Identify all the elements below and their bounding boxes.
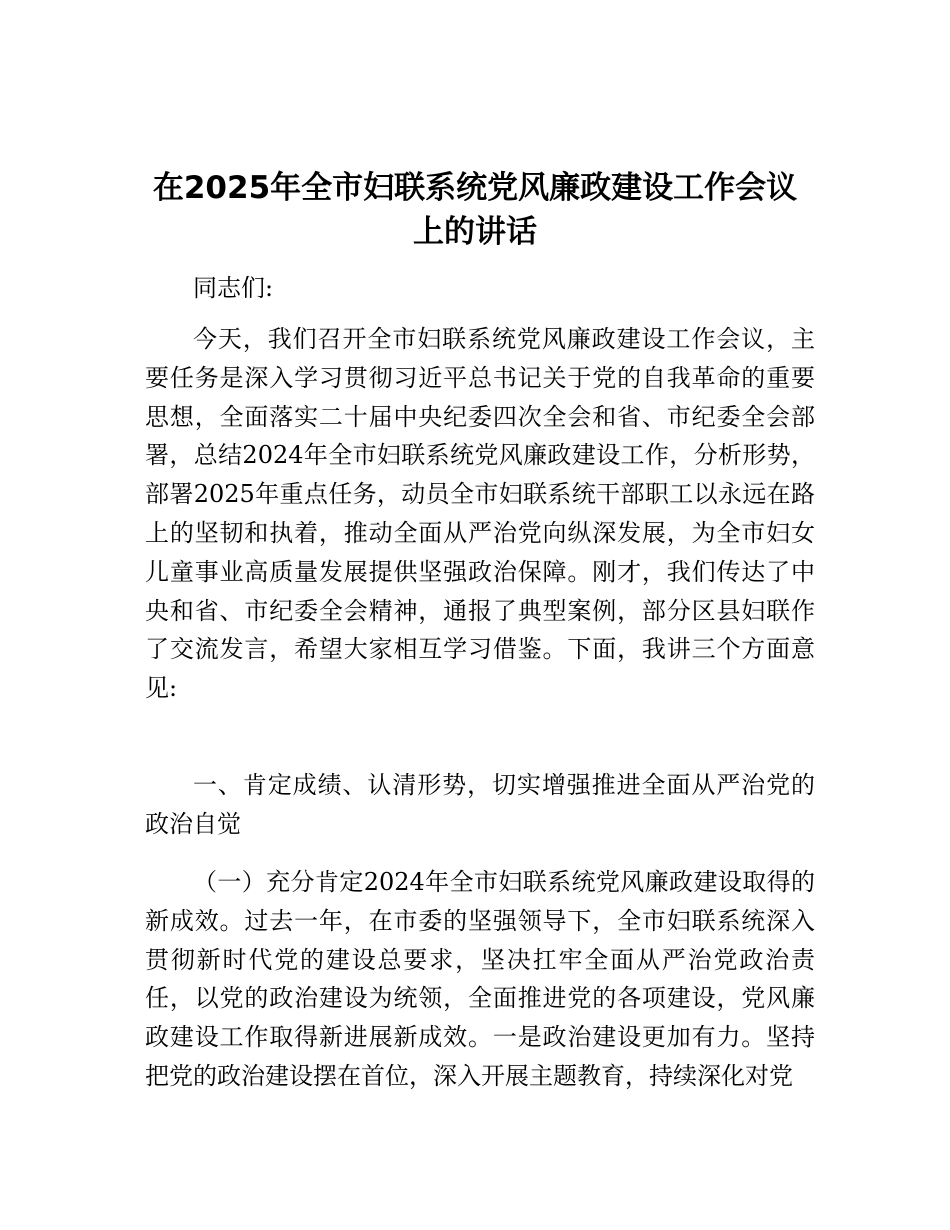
achievements-paragraph: （一）充分肯定2024年全市妇联系统党风廉政建设取得的新成效。过去一年，在市委的坚强领导下，全市妇联系统深入贯彻新时代党的建设总要求，坚决扛牢全面从严治党政治责任，以党的政治建设为统领，全面推进党的各项建设，党风廉政建设工作取得新进展新成效。一是政治建设更加有力。坚持把党的政治建设摆在首位，深入开展主题教育，持续深化对党	[145, 868, 815, 1090]
document-title-line-1: 在2025年全市妇联系统党风廉政建设工作会议	[152, 170, 798, 206]
document-title-line-2: 上的讲话	[413, 214, 537, 250]
greeting: 同志们:	[193, 274, 274, 302]
section-heading-1: 一、肯定成绩、认清形势，切实增强推进全面从严治党的政治自觉	[145, 771, 815, 838]
intro-paragraph: 今天，我们召开全市妇联系统党风廉政建设工作会议，主要任务是深入学习贯彻习近平总书记关于党的自我革命的重要思想，全面落实二十届中央纪委四次全会和省、市纪委全会部署，总结2024年全市妇联系统党风廉政建设工作，分析形势，部署2025年重点任务，动员全市妇联系统干部职工以永远在路上的坚韧和执着，推动全面从严治党向纵深发展，为全市妇女儿童事业高质量发展提供坚强政治保障。刚才，我们传达了中央和省、市纪委全会精神，通报了典型案例，部分区县妇联作了交流发言，希望大家相互学习借鉴。下面，我讲三个方面意见:	[145, 325, 815, 703]
